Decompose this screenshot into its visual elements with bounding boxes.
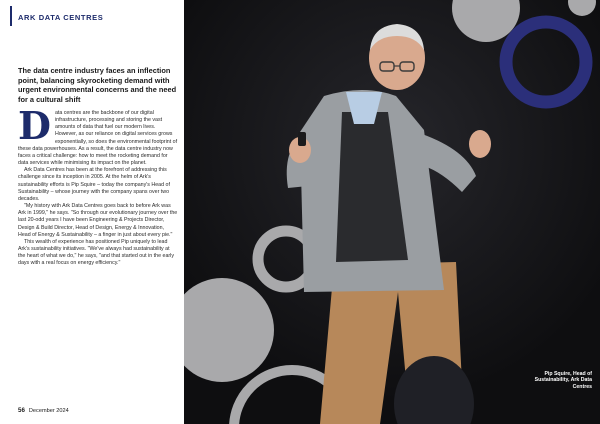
section-marker-bar xyxy=(10,6,12,26)
page-footer xyxy=(18,407,69,414)
body-paragraph: This wealth of experience has positioned Pip uniquely to lead Ark's sustainability initiatives. "We've always had sustainability at the heart of what we do," he says, "and that started out in the early days with a real focus on energy efficiency." xyxy=(18,238,174,267)
text-column xyxy=(0,0,184,424)
photo-illustration xyxy=(184,0,600,424)
section-label: ARK DATA CENTRES xyxy=(18,13,104,22)
body-paragraph: Ark Data Centres has been at the forefront of addressing this challenge since its inception in 2005. At the helm of Ark's sustainability efforts is Pip Squire – today the company's Head of Sustainability – whose journey with the company spans over two decades. xyxy=(18,167,170,202)
portrait-photo xyxy=(184,0,600,424)
body-paragraph: "My history with Ark Data Centres goes back to before Ark was Ark in 1999," he says. "So through our evolutionary journey over the last 20-odd years I have been Engineering & Projects Director, Design & Build Director, Head of Design, Energy & Innovation, Head of Energy & Sustainability – a finger in just about every pie." xyxy=(18,203,178,238)
right-hand xyxy=(469,130,491,158)
body-paragraph xyxy=(18,103,178,167)
issue-date: December 2024 xyxy=(28,408,69,414)
drop-cap: D xyxy=(18,103,51,148)
photo-caption: Pip Squire, Head of Sustainability, Ark Data Centres xyxy=(534,371,592,390)
article-standfirst: The data centre industry faces an inflection point, balancing skyrocketing demand with urgent environmental concerns and the need for a cultural shift xyxy=(18,66,177,104)
article-body xyxy=(18,103,178,267)
page-number: 56 xyxy=(18,407,25,414)
first-paragraph-text: ata centres are the backbone of our digital infrastructure, processing and storing the vast amounts of data that fuel our modern lives. However, as our reliance on digital services grows exponentially, so does the environmental footprint of these data powerhouses. As a result, the data centre industry now faces a critical challenge: how to meet the rocketing demand for data services while minimising its impact on the planet. xyxy=(18,110,178,167)
phone xyxy=(298,132,306,146)
